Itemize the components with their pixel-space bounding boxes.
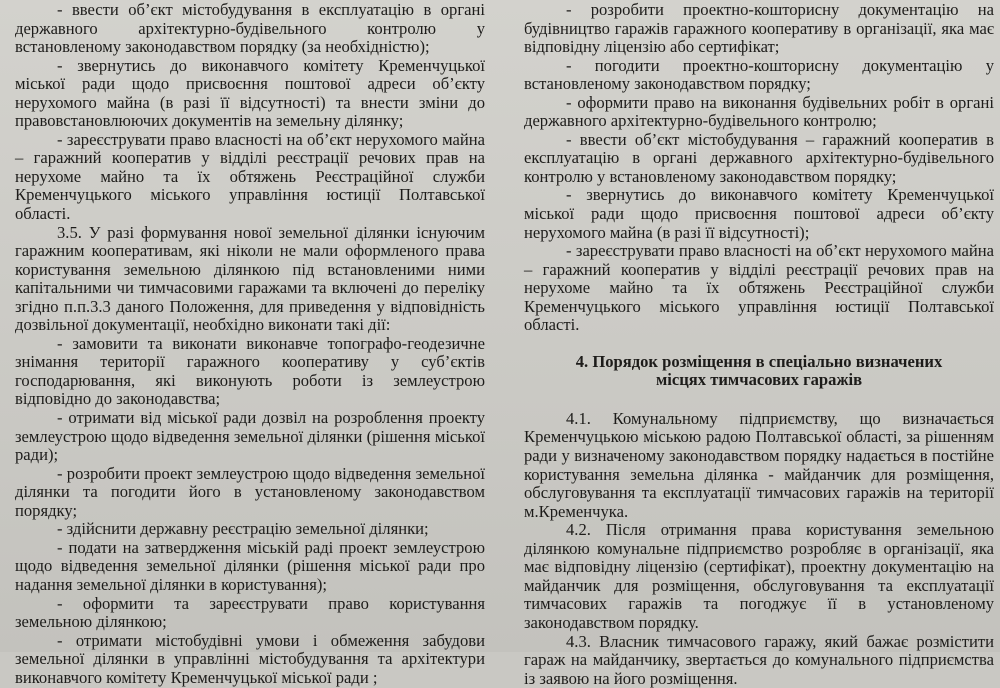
paragraph: - здійснити державну реєстрацію земельної ділянки; [15, 520, 485, 539]
section-4-2: 4.2. Після отримання права користування земельною ділянкою комунальне підприємство розробляє в організації, яка має відповідну ліцензію (сертифікат), проектну документацію на майданчик для розміщення, обслуговування та експлуатації тимчасових гаражів та погоджує її в установленому законодавством порядку. [524, 521, 994, 632]
section-heading-line-2: місцях тимчасових гаражів [524, 371, 994, 390]
paragraph: - замовити та виконати виконавче топографо-геодезичне знімання території гаражного кооперативу у суб’єктів господарювання, які виконують роботи із землеустрою відповідно до законодавства; [15, 335, 485, 409]
spacer [524, 390, 994, 410]
paragraph: - зареєструвати право власності на об’єкт нерухомого майна – гаражний кооператив у відділі реєстрації речових прав на нерухоме майно та їх обтяжень Реєстраційної служби Кременчуцького міського управління юстиції Полтавської області. [524, 242, 994, 335]
left-column [15, 0, 485, 687]
paragraph: - ввести об’єкт містобудування в експлуатацію в органі державного архітектурно-будівельного контролю у встановленому законодавством порядку (за необхідністю); [15, 0, 485, 57]
section-4-3: 4.3. Власник тимчасового гаражу, який бажає розмістити гараж на майданчику, звертається до комунального підприємства із заявою на його розміщення. [524, 633, 994, 688]
paragraph: - розробити проектно-кошторисну документацію на будівництво гаражів гаражного кооперативу в організації, яка має відповідну ліцензію або сертифікат; [524, 0, 994, 57]
paragraph: - розробити проект землеустрою щодо відведення земельної ділянки та погодити його в установленому законодавством порядку; [15, 465, 485, 521]
paragraph: - подати на затвердження міській раді проект землеустрою щодо відведення земельної ділянки (рішення міської ради про надання земельної ділянки в користування); [15, 539, 485, 595]
paragraph: - отримати містобудівні умови і обмеження забудови земельної ділянки в управлінні містобудування та архітектури виконавчого комітету Кременчуцької міської ради ; [15, 632, 485, 688]
spacer [524, 335, 994, 353]
paragraph: - звернутись до виконавчого комітету Кременчуцької міської ради щодо присвоєння поштової адреси об’єкту нерухомого майна (в разі її відсутності) та внести зміни до правовстановлюючих документів на земельну ділянку; [15, 57, 485, 131]
section-3-5: 3.5. У разі формування нової земельної ділянки існуючим гаражним кооперативам, які ніколи не мали оформленого права користування земельною ділянкою під встановленими ними капітальними чи тимчасовими гаражами та включені до переліку згідно п.п.3.3 даного Положення, для приведення у відповідність дозвільної документації, необхідно виконати такі дії: [15, 224, 485, 335]
paragraph: - звернутись до виконавчого комітету Кременчуцької міської ради щодо присвоєння поштової адреси об’єкту нерухомого майна (в разі її відсутності); [524, 186, 994, 242]
section-heading-line-1: 4. Порядок розміщення в спеціально визначених [524, 353, 994, 372]
right-column [524, 0, 994, 688]
paragraph: - оформити та зареєструвати право користування земельною ділянкою; [15, 595, 485, 632]
paragraph: - погодити проектно-кошторисну документацію у встановленому законодавством порядку; [524, 57, 994, 94]
paragraph: - оформити право на виконання будівельних робіт в органі державного архітектурно-будівельного контролю; [524, 94, 994, 131]
paragraph: - ввести об’єкт містобудування – гаражний кооператив в експлуатацію в органі державного архітектурно-будівельного контролю у встановленому законодавством порядку; [524, 131, 994, 187]
section-4-1: 4.1. Комунальному підприємству, що визначається Кременчуцькою міською радою Полтавської області, за рішенням ради у визначеному законодавством порядку надається в постійне користування земельна ділянка - майданчик для розміщення, обслуговування та експлуатації тимчасових гаражів на території м.Кременчука. [524, 410, 994, 521]
paragraph: - отримати від міської ради дозвіл на розроблення проекту землеустрою щодо відведення земельної ділянки (рішення міської ради); [15, 409, 485, 465]
paragraph: - зареєструвати право власності на об’єкт нерухомого майна – гаражний кооператив у відділі реєстрації речових прав на нерухоме майно та їх обтяжень Реєстраційної служби Кременчуцького міського управління юстиції Полтавської області. [15, 131, 485, 224]
